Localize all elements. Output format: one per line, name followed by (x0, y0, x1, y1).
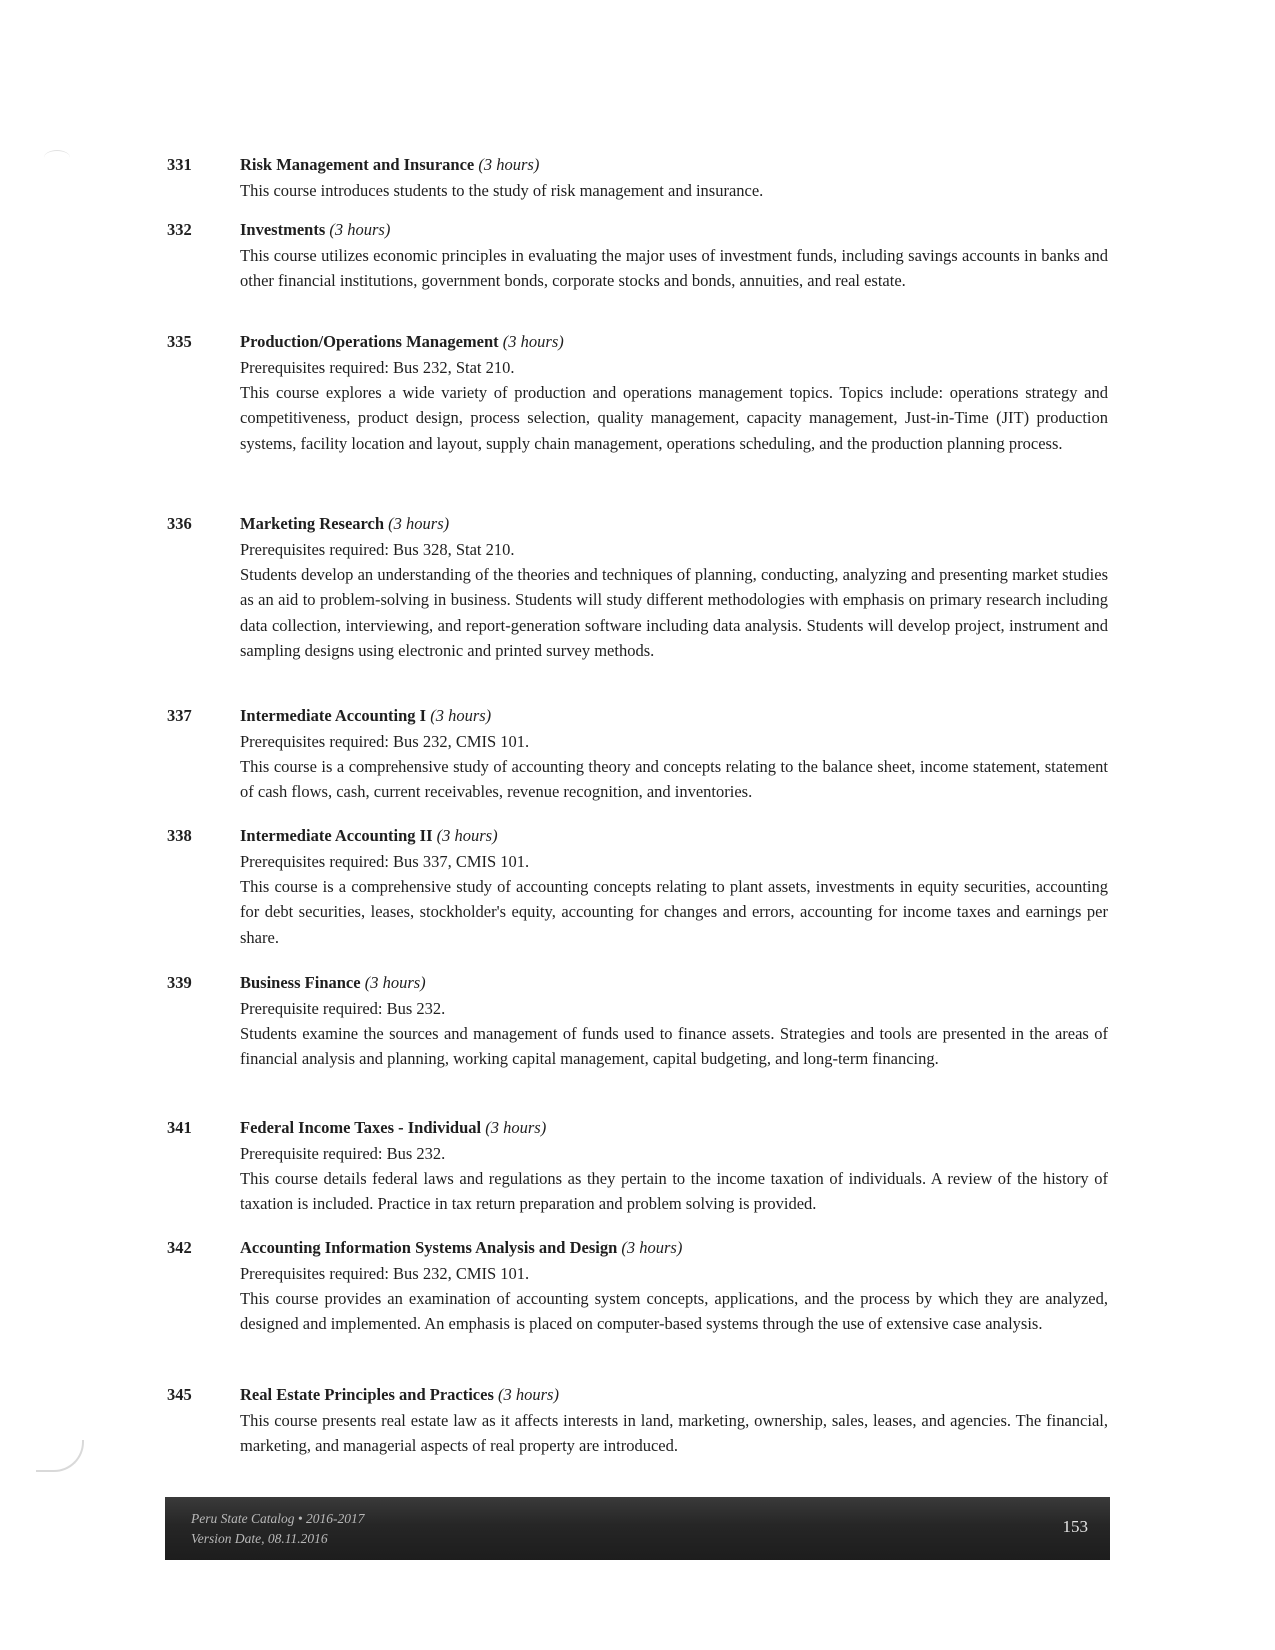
course-description: Students examine the sources and management of funds used to finance assets. Strategies and tools are presented in the areas of financial analysis and planning, working capital management, capital budgeting, and long-term financing. (240, 1024, 1108, 1069)
course-title: Marketing Research (240, 514, 385, 533)
course-number: 342 (167, 1238, 192, 1257)
course-description: This course is a comprehensive study of accounting concepts relating to plant assets, investments in equity securities, accounting for debt securities, leases, stockholder's equity, accounting for changes and errors, accounting for income taxes and earnings per share. (240, 877, 1108, 947)
course-body (240, 1383, 1108, 1458)
course-hours: (3 hours) (621, 1238, 683, 1257)
course-hours: (3 hours) (329, 220, 391, 239)
course-description: This course introduces students to the study of risk management and insurance. (240, 181, 764, 200)
course-body (240, 330, 1108, 456)
course-description: This course details federal laws and regulations as they pertain to the income taxation of individuals. A review of the history of taxation is included. Practice in tax return preparation and problem solving is provided. (240, 1169, 1108, 1214)
course-number: 339 (167, 973, 192, 992)
course-prerequisites: Prerequisite required: Bus 232. (240, 999, 446, 1018)
course-number: 331 (167, 155, 192, 174)
course-hours: (3 hours) (430, 706, 492, 725)
course-heading (240, 218, 1108, 242)
course-description: This course presents real estate law as it affects interests in land, marketing, ownership, sales, leases, and agencies. The financial, marketing, and managerial aspects of real property are introduced. (240, 1411, 1108, 1456)
course-description: This course utilizes economic principles in evaluating the major uses of investment funds, including savings accounts in banks and other financial institutions, government bonds, corporate stocks and bonds, annuities, and real estate. (240, 246, 1108, 291)
course-title: Real Estate Principles and Practices (240, 1385, 494, 1404)
course-hours: (3 hours) (478, 155, 540, 174)
course-hours: (3 hours) (485, 1118, 547, 1137)
course-title: Investments (240, 220, 326, 239)
course-title: Production/Operations Management (240, 332, 499, 351)
course-hours: (3 hours) (436, 826, 498, 845)
course-heading (240, 704, 1108, 728)
course-hours: (3 hours) (498, 1385, 559, 1404)
footer-version-date: Version Date, 08.11.2016 (191, 1531, 328, 1546)
course-description: This course explores a wide variety of production and operations management topics. Topics include: operations strategy and competitiveness, product design, process selection, quality management, capacity management, Just-in-Time (JIT) production systems, facility location and layout, supply chain management, operations scheduling, and the production planning process. (240, 383, 1108, 453)
course-heading (240, 153, 1108, 177)
footer-catalog-title: Peru State Catalog • 2016-2017 (191, 1511, 365, 1526)
course-heading (240, 1236, 1108, 1260)
course-number: 336 (167, 514, 192, 533)
course-description: Students develop an understanding of the theories and techniques of planning, conducting, analyzing and presenting market studies as an aid to problem-solving in business. Students will study different methodologies with emphasis on primary research including data collection, interviewing, and report-generation software including data analysis. Students will develop project, instrument and sampling designs using electronic and printed survey methods. (240, 565, 1108, 660)
course-heading (240, 1383, 1108, 1407)
course-number: 345 (167, 1385, 192, 1404)
course-title: Intermediate Accounting I (240, 706, 427, 725)
course-body (240, 512, 1108, 663)
course-body (240, 1116, 1108, 1217)
course-heading (240, 330, 1108, 354)
course-prerequisites: Prerequisite required: Bus 232. (240, 1144, 446, 1163)
course-title: Accounting Information Systems Analysis and Design (240, 1238, 618, 1257)
course-title: Intermediate Accounting II (240, 826, 433, 845)
course-number: 332 (167, 220, 192, 239)
course-hours: (3 hours) (364, 973, 426, 992)
course-heading (240, 971, 1108, 995)
course-heading (240, 512, 1108, 536)
course-prerequisites: Prerequisites required: Bus 232, CMIS 101. (240, 1264, 530, 1283)
course-body (240, 704, 1108, 805)
course-hours: (3 hours) (388, 514, 450, 533)
course-description: This course provides an examination of accounting system concepts, applications, and the process by which they are analyzed, designed and implemented. An emphasis is placed on computer-based systems through the use of extensive case analysis. (240, 1289, 1108, 1334)
course-prerequisites: Prerequisites required: Bus 337, CMIS 101. (240, 852, 530, 871)
course-description: This course is a comprehensive study of accounting theory and concepts relating to the balance sheet, income statement, statement of cash flows, cash, current receivables, revenue recognition, and inventories. (240, 757, 1108, 802)
course-number: 335 (167, 332, 192, 351)
course-number: 338 (167, 826, 192, 845)
course-body (240, 824, 1108, 950)
page-footer (165, 1497, 1110, 1560)
course-number: 337 (167, 706, 192, 725)
course-title: Federal Income Taxes - Individual (240, 1118, 482, 1137)
course-body (240, 971, 1108, 1072)
course-prerequisites: Prerequisites required: Bus 328, Stat 210. (240, 540, 515, 559)
course-title: Risk Management and Insurance (240, 155, 475, 174)
course-body (240, 218, 1108, 293)
course-prerequisites: Prerequisites required: Bus 232, Stat 210. (240, 358, 515, 377)
course-number: 341 (167, 1118, 192, 1137)
course-heading (240, 1116, 1108, 1140)
course-prerequisites: Prerequisites required: Bus 232, CMIS 101. (240, 732, 530, 751)
course-body (240, 1236, 1108, 1337)
course-heading (240, 824, 1108, 848)
course-body (240, 153, 1108, 203)
course-hours: (3 hours) (502, 332, 564, 351)
course-title: Business Finance (240, 973, 361, 992)
page-number: 153 (1062, 1517, 1088, 1536)
